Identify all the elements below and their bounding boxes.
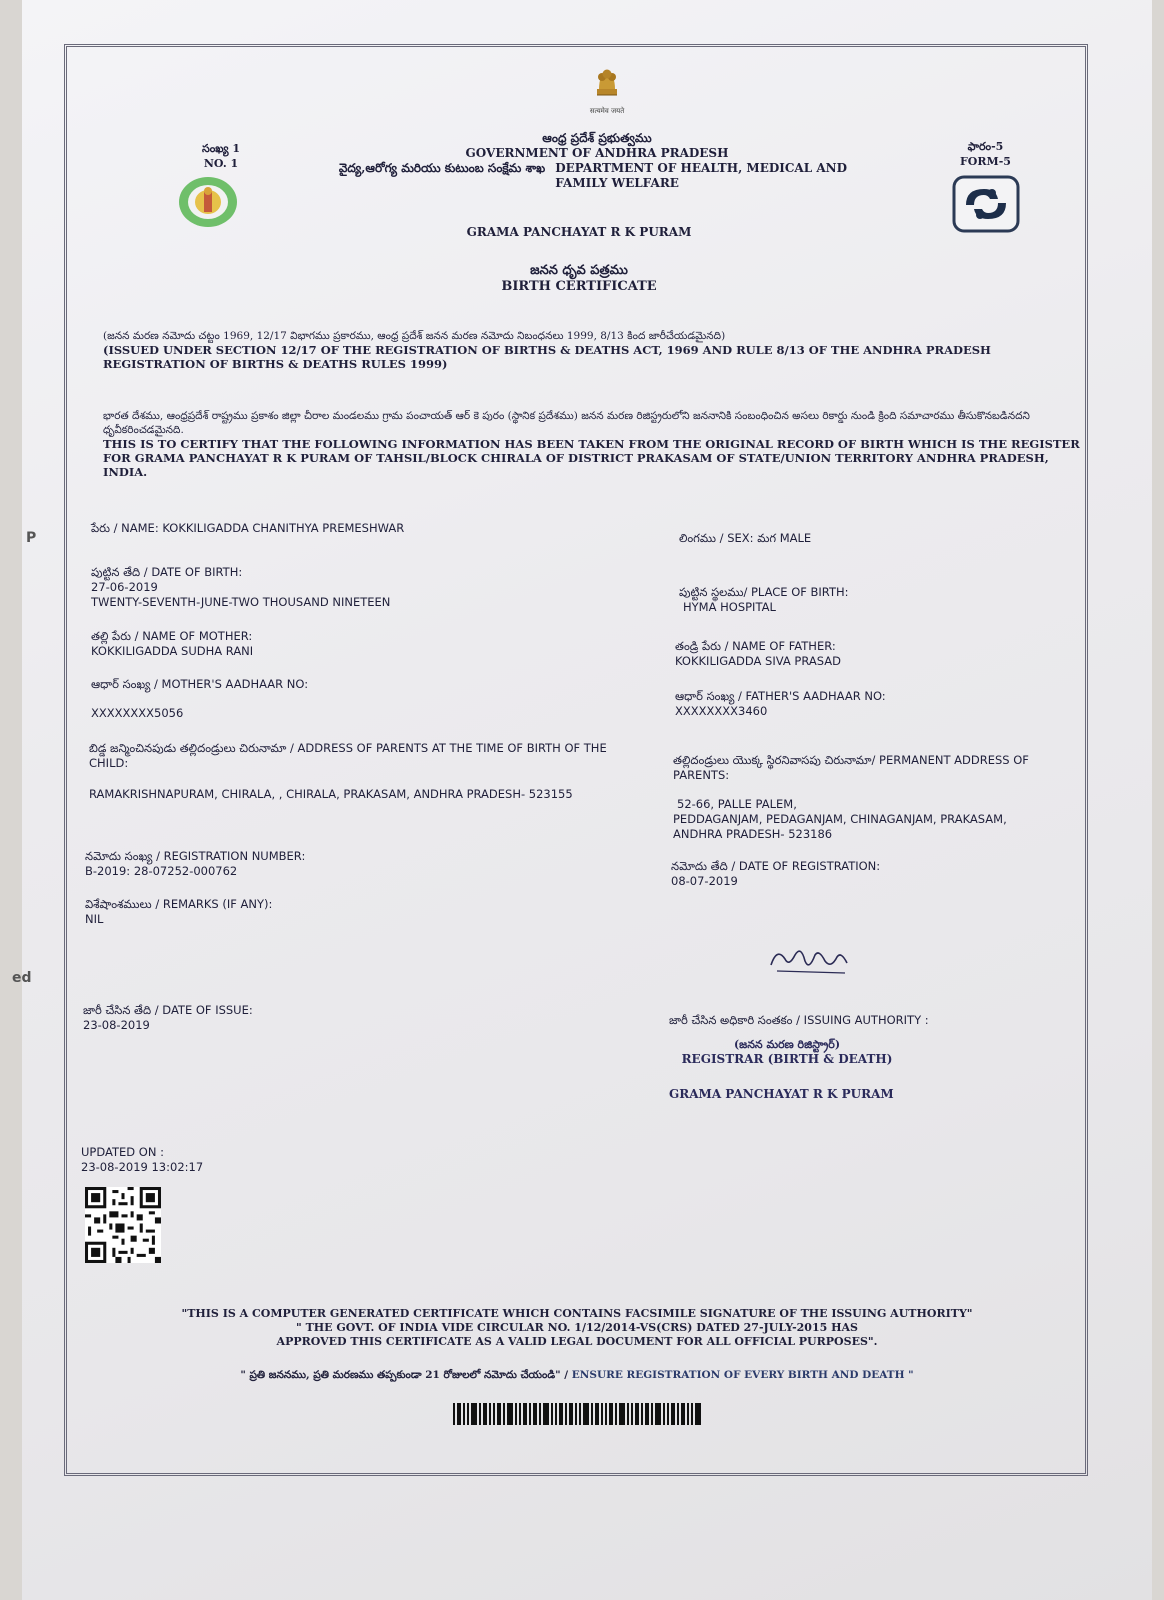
ensure-registration-english: ENSURE REGISTRATION OF EVERY BIRTH AND DEATH ": [571, 1369, 914, 1381]
department-line: [267, 161, 927, 191]
facsimile-signature-icon: [767, 941, 851, 981]
number-block: [202, 141, 240, 171]
father-label: తండ్రి పేరు / NAME OF FATHER:: [675, 639, 836, 653]
updated-field: [81, 1145, 381, 1175]
number-telugu: సంఖ్య 1: [202, 142, 241, 155]
state-emblem: [587, 63, 627, 116]
mother-aadhaar-field: [91, 677, 651, 721]
lion-capital-icon: [589, 63, 625, 99]
issuing-authority-label: జారీ చేసిన అధికారి సంతకం / ISSUING AUTHORITY :: [669, 1013, 929, 1027]
header-block: [267, 131, 927, 191]
registrar-english: REGISTRAR (BIRTH & DEATH): [681, 1052, 893, 1066]
department-telugu: వైద్య,ఆరోగ్య మరియు కుటుంబ సంక్షేమ శాఖ: [338, 161, 546, 175]
updated-label: UPDATED ON :: [81, 1145, 164, 1159]
issue-date-label: జారీ చేసిన తేది / DATE OF ISSUE:: [83, 1003, 253, 1017]
registration-number-field: [85, 849, 645, 879]
father-aadhaar-label: ఆధార్ సంఖ్య / FATHER'S AADHAAR NO:: [675, 689, 886, 703]
issued-under-telugu: (జనన మరణ నమోదు చట్టం 1969, 12/17 విభాగము ప్రకారము, ఆంధ్ర ప్రదేశ్ జనన మరణ నమోదు నిబంధనలు 1999, 8/13 కింద జారీచేయడమైనది): [103, 330, 726, 342]
authority-panchayat: GRAMA PANCHAYAT R K PURAM: [669, 1087, 894, 1101]
sex-label: లింగము / SEX:: [679, 531, 754, 545]
ensure-registration-line: [197, 1369, 957, 1384]
number-english: NO. 1: [203, 157, 239, 170]
place-of-birth-value: HYMA HOSPITAL: [683, 600, 776, 614]
permanent-address-line-2: PEDDAGANJAM, PEDAGANJAM, CHINAGANJAM, PRAKASAM,: [673, 812, 1007, 826]
qr-code-icon: [85, 1187, 161, 1263]
issued-under-block: [103, 329, 1083, 371]
address-birth-field: [89, 741, 649, 802]
certificate-title-telugu: జనన ధృవ పత్రము: [530, 263, 628, 278]
remarks-value: NIL: [85, 912, 104, 926]
place-of-birth-label: పుట్టిన స్థలము/ PLACE OF BIRTH:: [679, 585, 849, 599]
mother-value: KOKKILIGADDA SUDHA RANI: [91, 644, 254, 658]
name-label: పేరు / NAME:: [91, 521, 159, 535]
government-telugu: ఆంధ్ర ప్రదేశ్ ప్రభుత్వము: [542, 131, 652, 145]
remarks-label: విశేషాంశములు / REMARKS (IF ANY):: [85, 897, 273, 911]
address-birth-label: బిడ్డ జన్మించినపుడు తల్లిదండ్రులు చిరునామా / ADDRESS OF PARENTS AT THE TIME OF BIRTH OF THE CHILD:: [89, 741, 607, 770]
permanent-address-label: తల్లిదండ్రులు యొక్క స్థిరనివాసపు చిరునామా/ PERMANENT ADDRESS OF PARENTS:: [673, 753, 1029, 782]
certify-telugu: భారత దేశము, ఆంధ్రప్రదేశ్ రాష్ట్రము ప్రకాశం జిల్లా చీరాల మండలము గ్రామ పంచాయత్ ఆర్ కె పురం (స్థానిక ప్రదేశము) జనన మరణ రిజిస్ట్రరులోని జననానికి సంబంధించిన అసలు రికార్డు నుండి క్రింది సమాచారము తీసుకొనబడినదని ధృవీకరించడమైనది.: [103, 410, 1030, 436]
footer-notice: [127, 1307, 1027, 1349]
registration-date-value: 08-07-2019: [671, 874, 738, 888]
father-aadhaar-value: XXXXXXXX3460: [675, 704, 768, 718]
form-block: [960, 139, 1011, 169]
government-english: GOVERNMENT OF ANDHRA PRADESH: [465, 146, 729, 160]
dob-field: [91, 565, 651, 610]
certificate-title: [67, 263, 1091, 295]
dob-label: పుట్టిన తేది / DATE OF BIRTH:: [91, 565, 243, 579]
registration-date-field: [671, 859, 1071, 889]
dob-words: TWENTY-SEVENTH-JUNE-TWO THOUSAND NINETEEN: [91, 595, 391, 609]
sex-field: [679, 531, 1079, 546]
mother-label: తల్లి పేరు / NAME OF MOTHER:: [91, 629, 253, 643]
department-english: DEPARTMENT OF HEALTH, MEDICAL AND FAMILY WELFARE: [555, 161, 848, 190]
registrar-telugu: (జనన మరణ రిజిస్ట్రార్): [733, 1038, 841, 1051]
father-field: [675, 639, 1075, 669]
father-value: KOKKILIGADDA SIVA PRASAD: [675, 654, 841, 668]
mother-aadhaar-label: ఆధార్ సంఖ్య / MOTHER'S AADHAAR NO:: [91, 677, 309, 691]
father-aadhaar-field: [675, 689, 1075, 719]
emblem-motto: सत्यमेव जयते: [589, 107, 625, 115]
remarks-field: [85, 897, 645, 927]
mother-aadhaar-value: XXXXXXXX5056: [91, 706, 184, 720]
certificate: [64, 44, 1088, 1476]
place-of-birth-field: [679, 585, 1079, 615]
name-value: KOKKILIGADDA CHANITHYA PREMESHWAR: [162, 521, 405, 535]
registrar-block: [677, 1037, 897, 1067]
side-mark-ed: ed: [12, 970, 32, 986]
dob-value: 27-06-2019: [91, 580, 158, 594]
permanent-address-field: [673, 753, 1073, 842]
footer-line-2: " THE GOVT. OF INDIA VIDE CIRCULAR NO. 1/12/2014-VS(CRS) DATED 27-JULY-2015 HAS: [296, 1321, 858, 1334]
permanent-address-line-1: 52-66, PALLE PALEM,: [677, 797, 797, 811]
updated-value: 23-08-2019 13:02:17: [81, 1160, 204, 1174]
issue-date-field: [83, 1003, 483, 1033]
grama-panchayat-title: GRAMA PANCHAYAT R K PURAM: [466, 225, 692, 239]
side-mark-p: P: [26, 530, 37, 546]
mother-field: [91, 629, 651, 659]
permanent-address-line-3: ANDHRA PRADESH- 523186: [673, 827, 833, 841]
sex-value: మగ MALE: [757, 531, 812, 545]
footer-line-3: APPROVED THIS CERTIFICATE AS A VALID LEGAL DOCUMENT FOR ALL OFFICIAL PURPOSES".: [276, 1335, 878, 1348]
certify-english: THIS IS TO CERTIFY THAT THE FOLLOWING INFORMATION HAS BEEN TAKEN FROM THE ORIGINAL RECORD OF BIRTH WHICH IS THE REGISTER FOR GRAMA PANCHAYAT R K PURAM OF TAHSIL/BLOCK CHIRALA OF DISTRICT PRAKASAM OF STATE/UNION TERRITORY ANDHRA PRADESH, INDIA.: [103, 437, 1080, 479]
ap-government-logo-icon: [177, 175, 239, 229]
form-telugu: ఫారం-5: [967, 140, 1004, 153]
issue-date-value: 23-08-2019: [83, 1018, 150, 1032]
issued-under-english: (ISSUED UNDER SECTION 12/17 OF THE REGISTRATION OF BIRTHS & DEATHS ACT, 1969 AND RULE 8/13 OF THE ANDHRA PRADESH REGISTRATION OF BIRTHS & DEATHS RULES 1999): [103, 343, 991, 371]
issuing-authority-field: [669, 1013, 1089, 1028]
ensure-registration-telugu: " ప్రతి జననము, ప్రతి మరణము తప్పకుండా 21 రోజులలో నమోదు చేయండి" /: [240, 1369, 569, 1381]
registration-number-label: నమోదు సంఖ్య / REGISTRATION NUMBER:: [85, 849, 306, 863]
barcode-icon: [453, 1403, 701, 1425]
certificate-title-english: BIRTH CERTIFICATE: [501, 279, 657, 294]
registration-number-value: B-2019: 28-07252-000762: [85, 864, 238, 878]
address-birth-value: RAMAKRISHNAPURAM, CHIRALA, , CHIRALA, PRAKASAM, ANDHRA PRADESH- 523155: [89, 787, 573, 801]
name-field: [91, 521, 651, 536]
form-english: FORM-5: [960, 155, 1011, 168]
certify-block: [103, 409, 1083, 479]
footer-line-1: "THIS IS A COMPUTER GENERATED CERTIFICATE WHICH CONTAINS FACSIMILE SIGNATURE OF THE ISSUING AUTHORITY": [181, 1307, 973, 1320]
registration-date-label: నమోదు తేది / DATE OF REGISTRATION:: [671, 859, 881, 873]
